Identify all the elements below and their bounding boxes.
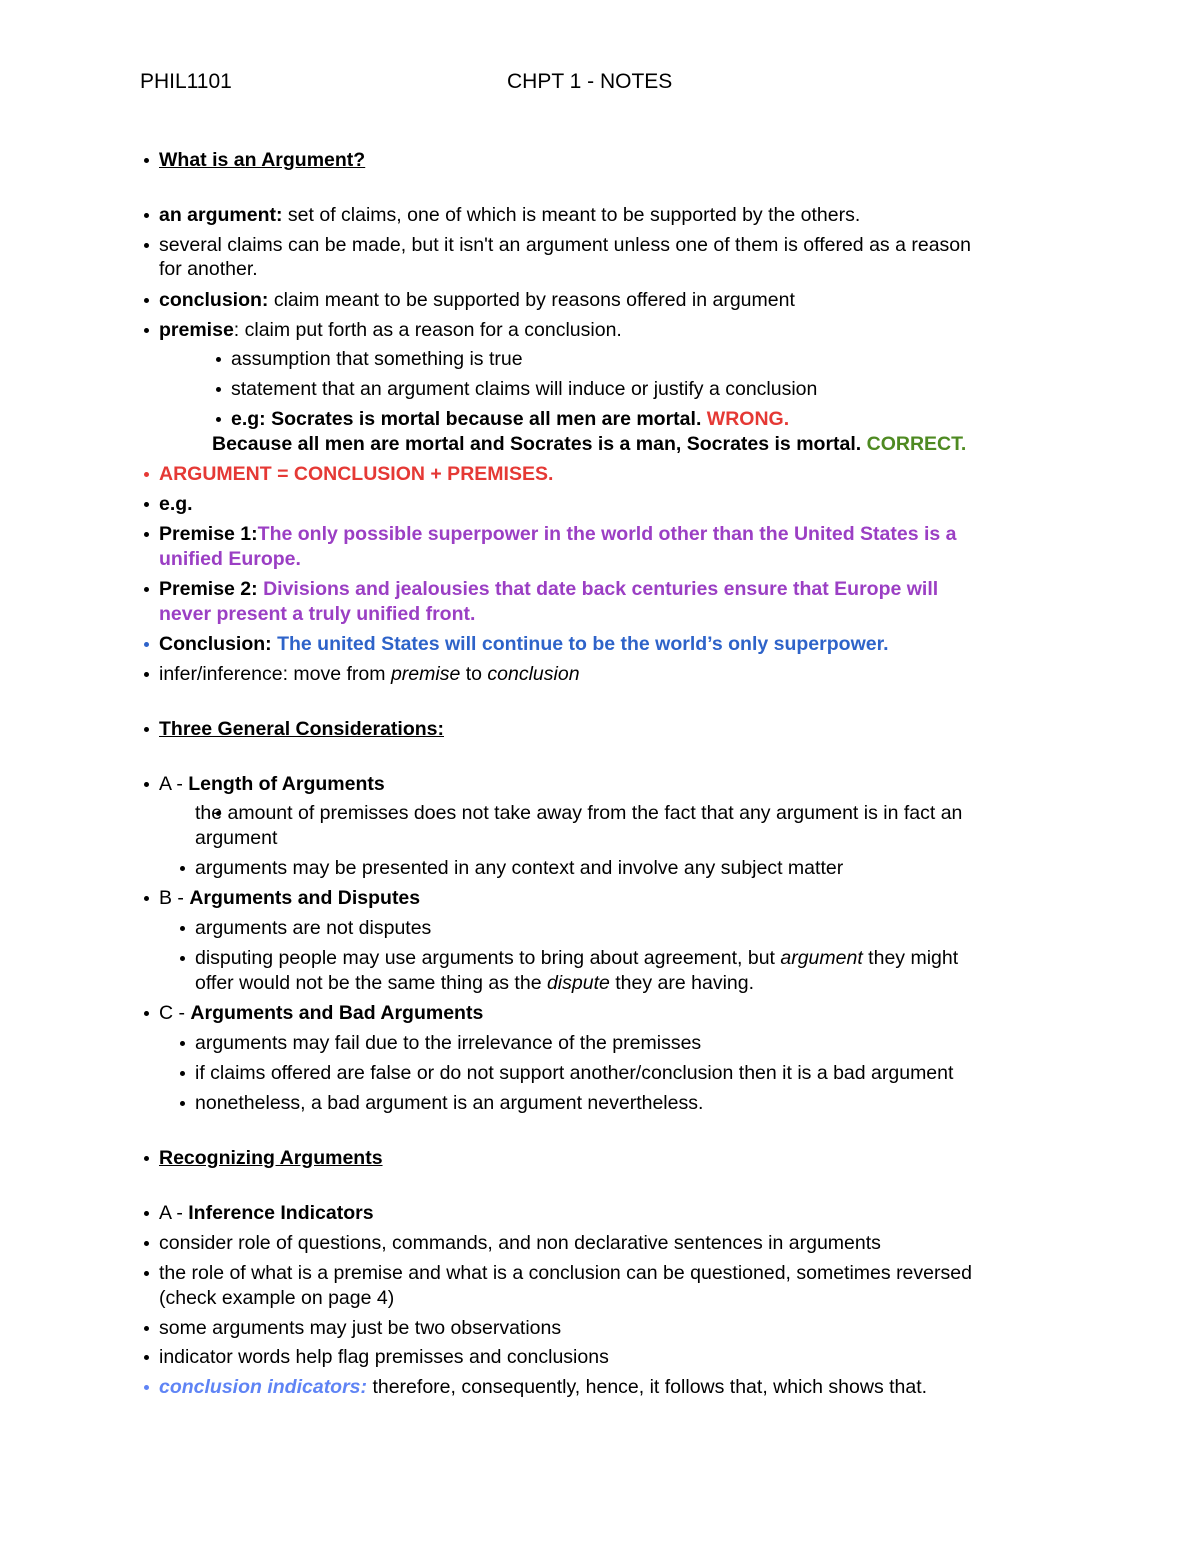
list-item (0, 145, 1200, 175)
bullet-icon (216, 387, 221, 392)
list-item (0, 1313, 1200, 1343)
bullet-icon (144, 672, 149, 677)
list-item (0, 1228, 1200, 1258)
list-item (0, 1372, 1200, 1402)
bullet-icon (180, 1041, 185, 1046)
bullet-icon (144, 472, 149, 477)
bullet-icon (144, 587, 149, 592)
premise-label: Premise 1: (159, 523, 258, 545)
list-text: the amount of premisses does not take away from the fact that any argument is in fact an (195, 802, 963, 824)
indicator-label: conclusion indicators: (159, 1376, 368, 1398)
list-item (0, 200, 1200, 230)
item-prefix: A - (159, 1202, 189, 1224)
list-item (0, 1058, 1200, 1088)
bullet-icon (144, 1241, 149, 1246)
premise-text: The only possible superpower in the world other than the United States is a (257, 523, 957, 545)
term: premise (159, 319, 234, 341)
list-text: assumption that something is true (231, 348, 523, 370)
conclusion-label: Conclusion: (159, 633, 278, 655)
section-heading: What is an Argument? (159, 149, 366, 171)
formula: ARGUMENT = CONCLUSION + PREMISES. (159, 463, 554, 485)
emphasis: conclusion (487, 663, 580, 685)
bullet-icon (144, 502, 149, 507)
premise-text: unified Europe. (159, 548, 301, 570)
emphasis: dispute (546, 972, 610, 994)
list-item (0, 769, 1200, 799)
list-item (0, 315, 1200, 345)
list-item (0, 374, 1200, 404)
list-item-continuation (0, 968, 1200, 998)
bullet-icon (144, 782, 149, 787)
list-text: disputing people may use arguments to bring about agreement, but (195, 947, 781, 969)
list-text: argument (195, 827, 278, 849)
list-item (0, 913, 1200, 943)
section-heading: Three General Considerations: (159, 718, 444, 740)
conclusion-text: The united States will continue to be the world’s only superpower. (277, 633, 889, 655)
subheading: Inference Indicators (188, 1202, 374, 1224)
list-item (0, 883, 1200, 913)
item-prefix: B - (159, 887, 190, 909)
bullet-icon (180, 926, 185, 931)
term: an argument: (159, 204, 283, 226)
bullet-icon (144, 896, 149, 901)
list-text: the role of what is a premise and what is a conclusion can be questioned, sometimes reversed (159, 1262, 972, 1284)
bullet-icon (144, 1211, 149, 1216)
list-item-continuation (0, 823, 1200, 853)
list-item (0, 459, 1200, 489)
bullet-icon (180, 1101, 185, 1106)
bullet-icon (144, 158, 149, 163)
list-item (0, 344, 1200, 374)
subheading: Arguments and Disputes (189, 887, 421, 909)
course-code: PHIL1101 (140, 70, 232, 93)
bullet-icon (180, 866, 185, 871)
list-text: e.g. (159, 493, 193, 515)
example-text: e.g: Socrates is mortal because all men are mortal. (231, 408, 702, 430)
bullet-icon (144, 532, 149, 537)
list-item (0, 1143, 1200, 1173)
list-text: consider role of questions, commands, and non declarative sentences in arguments (159, 1232, 881, 1254)
list-item (0, 659, 1200, 689)
list-text: indicator words help flag premisses and conclusions (159, 1346, 609, 1368)
bullet-icon (144, 1156, 149, 1161)
list-text: arguments may fail due to the irrelevance of the premisses (195, 1032, 702, 1054)
list-item (0, 1028, 1200, 1058)
list-item (0, 1342, 1200, 1372)
term: conclusion: (159, 289, 269, 311)
bullet-icon (144, 328, 149, 333)
page-title: CHPT 1 - NOTES (507, 70, 673, 93)
list-item (0, 285, 1200, 315)
bullet-icon (180, 1071, 185, 1076)
list-text: several claims can be made, but it isn't an argument unless one of them is offered as a reason (159, 234, 971, 256)
list-text: arguments are not disputes (195, 917, 432, 939)
premise-label: Premise 2: (159, 578, 264, 600)
subheading: Length of Arguments (188, 773, 385, 795)
premise-text: never present a truly unified front. (159, 603, 476, 625)
example-text: Because all men are mortal and Socrates is a man, Socrates is mortal. (212, 433, 862, 455)
correct-label: CORRECT. (861, 433, 967, 455)
wrong-label: WRONG. (701, 408, 790, 430)
definition: set of claims, one of which is meant to be supported by the others. (282, 204, 861, 226)
list-item-continuation (0, 1283, 1200, 1313)
bullet-icon (216, 357, 221, 362)
list-text: (check example on page 4) (159, 1287, 395, 1309)
list-text: for another. (159, 258, 258, 280)
list-item (0, 629, 1200, 659)
bullet-icon (144, 243, 149, 248)
list-text: infer/inference: move from (159, 663, 391, 685)
bullet-icon (144, 1011, 149, 1016)
bullet-icon (144, 1355, 149, 1360)
bullet-icon (180, 956, 185, 961)
list-text: therefore, consequently, hence, it follows that, which shows that. (367, 1376, 928, 1398)
list-text: to (460, 663, 488, 685)
emphasis: argument (780, 947, 863, 969)
section-heading: Recognizing Arguments (159, 1147, 383, 1169)
list-item-continuation (0, 254, 1200, 284)
bullet-icon (144, 213, 149, 218)
bullet-icon (144, 1271, 149, 1276)
bullet-icon (144, 1385, 149, 1390)
item-prefix: C - (159, 1002, 191, 1024)
list-text: if claims offered are false or do not support another/conclusion then it is a bad argument (195, 1062, 954, 1084)
list-item (0, 714, 1200, 744)
list-text: arguments may be presented in any context and involve any subject matter (195, 857, 844, 879)
list-item (0, 998, 1200, 1028)
definition: : claim put forth as a reason for a conclusion. (233, 319, 622, 341)
subheading: Arguments and Bad Arguments (190, 1002, 484, 1024)
list-text: offer would not be the same thing as the (195, 972, 547, 994)
emphasis: premise (390, 663, 461, 685)
item-prefix: A - (159, 773, 189, 795)
list-text: they are having. (609, 972, 755, 994)
list-item (0, 853, 1200, 883)
bullet-icon (144, 1326, 149, 1331)
list-text: statement that an argument claims will induce or justify a conclusion (231, 378, 818, 400)
list-item (0, 1088, 1200, 1118)
definition: claim meant to be supported by reasons offered in argument (268, 289, 795, 311)
list-item-continuation (0, 544, 1200, 574)
bullet-icon (144, 298, 149, 303)
list-text: some arguments may just be two observations (159, 1317, 562, 1339)
list-item (0, 1198, 1200, 1228)
list-text: nonetheless, a bad argument is an argument nevertheless. (195, 1092, 704, 1114)
list-item (0, 489, 1200, 519)
list-item-continuation (0, 429, 1200, 459)
bullet-icon (216, 417, 221, 422)
bullet-icon (144, 727, 149, 732)
bullet-icon (144, 642, 149, 647)
list-item-continuation (0, 599, 1200, 629)
list-text: they might (862, 947, 959, 969)
premise-text: Divisions and jealousies that date back centuries ensure that Europe will (263, 578, 939, 600)
